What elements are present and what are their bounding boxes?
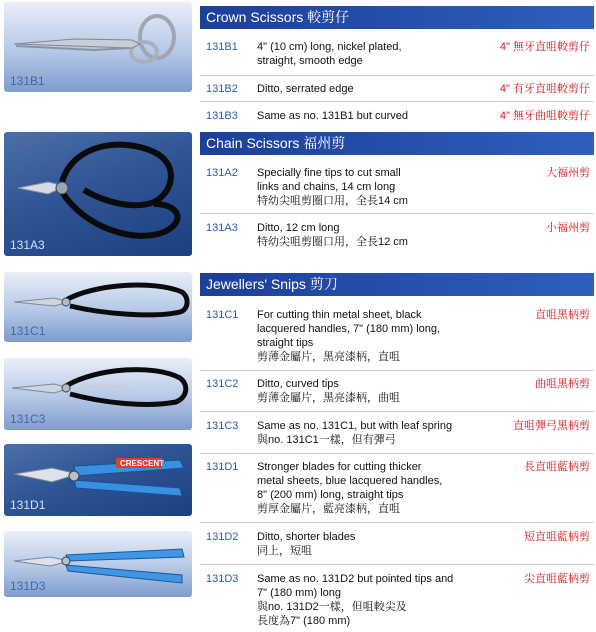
description-line: 剪薄金屬片，黑亮漆柄，曲咀 <box>257 392 400 404</box>
description-line: 特幼尖咀剪圈口用，全長12 cm <box>257 236 408 248</box>
divider <box>200 564 594 565</box>
chinese-product-name: 4" 有牙直咀較剪仔 <box>499 83 590 95</box>
product-entry <box>200 419 594 447</box>
chinese-product-name: 長直咀藍柄剪 <box>524 461 590 473</box>
product-code: 131A3 <box>206 222 238 234</box>
description-line: straight tips <box>257 337 314 349</box>
description-line: Specially fine tips to cut small <box>257 167 401 179</box>
product-entry <box>200 308 594 364</box>
chinese-product-name: 尖直咀藍柄剪 <box>524 573 590 585</box>
product-entry <box>200 166 594 208</box>
description-line: 特幼尖咀剪圈口用，全長14 cm <box>257 195 408 207</box>
chinese-product-name: 曲咀黑柄剪 <box>535 378 590 390</box>
product-entry <box>200 109 594 123</box>
photo-131B1 <box>4 2 192 92</box>
product-code: 131A2 <box>206 167 238 179</box>
description-line: lacquered handles, 7" (180 mm) long, <box>257 323 441 335</box>
chinese-product-name: 直咀彈弓黑柄剪 <box>513 420 590 432</box>
product-description <box>257 308 502 364</box>
description-line: Ditto, curved tips <box>257 378 339 390</box>
photo-label: 131D1 <box>10 498 46 512</box>
divider <box>200 75 594 76</box>
description-line: For cutting thin metal sheet, black <box>257 309 422 321</box>
product-code: 131D2 <box>206 531 239 543</box>
description-line: 同上，短咀 <box>257 545 312 557</box>
product-code: 131B2 <box>206 83 238 95</box>
description-line: links and chains, 14 cm long <box>257 181 396 193</box>
chinese-product-name: 4" 無牙曲咀較剪仔 <box>499 110 590 122</box>
photo-brand: CRESCENT <box>120 459 165 468</box>
product-description <box>257 377 502 405</box>
photo-131A3 <box>4 132 192 256</box>
photo-131C3 <box>4 358 192 430</box>
product-entry <box>200 530 594 558</box>
description-line: 8" (200 mm) long, straight tips <box>257 489 404 501</box>
divider <box>200 370 594 371</box>
description-line: 剪厚金屬片，藍亮漆柄，直咀 <box>257 503 400 515</box>
divider <box>200 453 594 454</box>
product-code: 131C2 <box>206 378 239 390</box>
photo-131D1 <box>4 444 192 516</box>
description-line: Ditto, shorter blades <box>257 531 356 543</box>
divider <box>200 411 594 412</box>
product-code: 131D3 <box>206 573 239 585</box>
description-line: straight, smooth edge <box>257 55 363 67</box>
photo-label: 131C1 <box>10 324 46 338</box>
photo-131D3 <box>4 531 192 597</box>
product-entry <box>200 460 594 516</box>
product-description <box>257 221 502 249</box>
section-title-jewellers-snips: Jewellers' Snips 剪刀 <box>200 273 594 296</box>
description-line: Same as no. 131C1, but with leaf spring <box>257 420 453 432</box>
photo-label: 131B1 <box>10 74 45 88</box>
description-line: Same as no. 131B1 but curved <box>257 110 409 122</box>
photo-131C1 <box>4 272 192 342</box>
chinese-product-name: 短直咀藍柄剪 <box>524 531 590 543</box>
description-line: 4" (10 cm) long, nickel plated, <box>257 41 402 53</box>
chinese-product-name: 直咀黑柄剪 <box>535 309 590 321</box>
product-entry <box>200 572 594 628</box>
product-code: 131C3 <box>206 420 239 432</box>
description-line: 剪薄金屬片，黑亮漆柄，直咀 <box>257 351 400 363</box>
photo-label: 131C3 <box>10 412 46 426</box>
product-description <box>257 40 502 68</box>
product-description <box>257 572 502 628</box>
product-description <box>257 530 502 558</box>
product-code: 131D1 <box>206 461 239 473</box>
product-description <box>257 460 502 516</box>
chinese-product-name: 小福州剪 <box>546 222 590 234</box>
description-line: 與no. 131C1一樣，但有彈弓 <box>257 434 396 446</box>
product-entry <box>200 377 594 405</box>
description-line: 7" (180 mm) long <box>257 587 341 599</box>
photo-label: 131A3 <box>10 238 45 252</box>
description-line: Ditto, serrated edge <box>257 83 354 95</box>
product-description <box>257 109 502 123</box>
product-entry <box>200 40 594 70</box>
description-line: metal sheets, blue lacquered handles, <box>257 475 443 487</box>
product-entry <box>200 221 594 249</box>
section-title-crown-scissors: Crown Scissors 較剪仔 <box>200 6 594 29</box>
product-entry <box>200 82 594 96</box>
product-code: 131C1 <box>206 309 239 321</box>
divider <box>200 101 594 102</box>
product-description <box>257 419 502 447</box>
section-title-chain-scissors: Chain Scissors 福州剪 <box>200 132 594 155</box>
description-line: Stronger blades for cutting thicker <box>257 461 422 473</box>
product-code: 131B3 <box>206 110 238 122</box>
photo-label: 131D3 <box>10 579 46 593</box>
description-line: Same as no. 131D2 but pointed tips and <box>257 573 454 585</box>
divider <box>200 213 594 214</box>
chinese-product-name: 大福州剪 <box>546 167 590 179</box>
product-description <box>257 166 502 208</box>
description-line: 與no. 131D2一樣，但咀較尖及 <box>257 601 407 613</box>
product-description <box>257 82 502 96</box>
chinese-product-name: 4" 無牙直咀較剪仔 <box>499 41 590 53</box>
divider <box>200 522 594 523</box>
description-line: Ditto, 12 cm long <box>257 222 340 234</box>
description-line: 長度為7" (180 mm) <box>257 615 351 627</box>
product-code: 131B1 <box>206 41 238 53</box>
